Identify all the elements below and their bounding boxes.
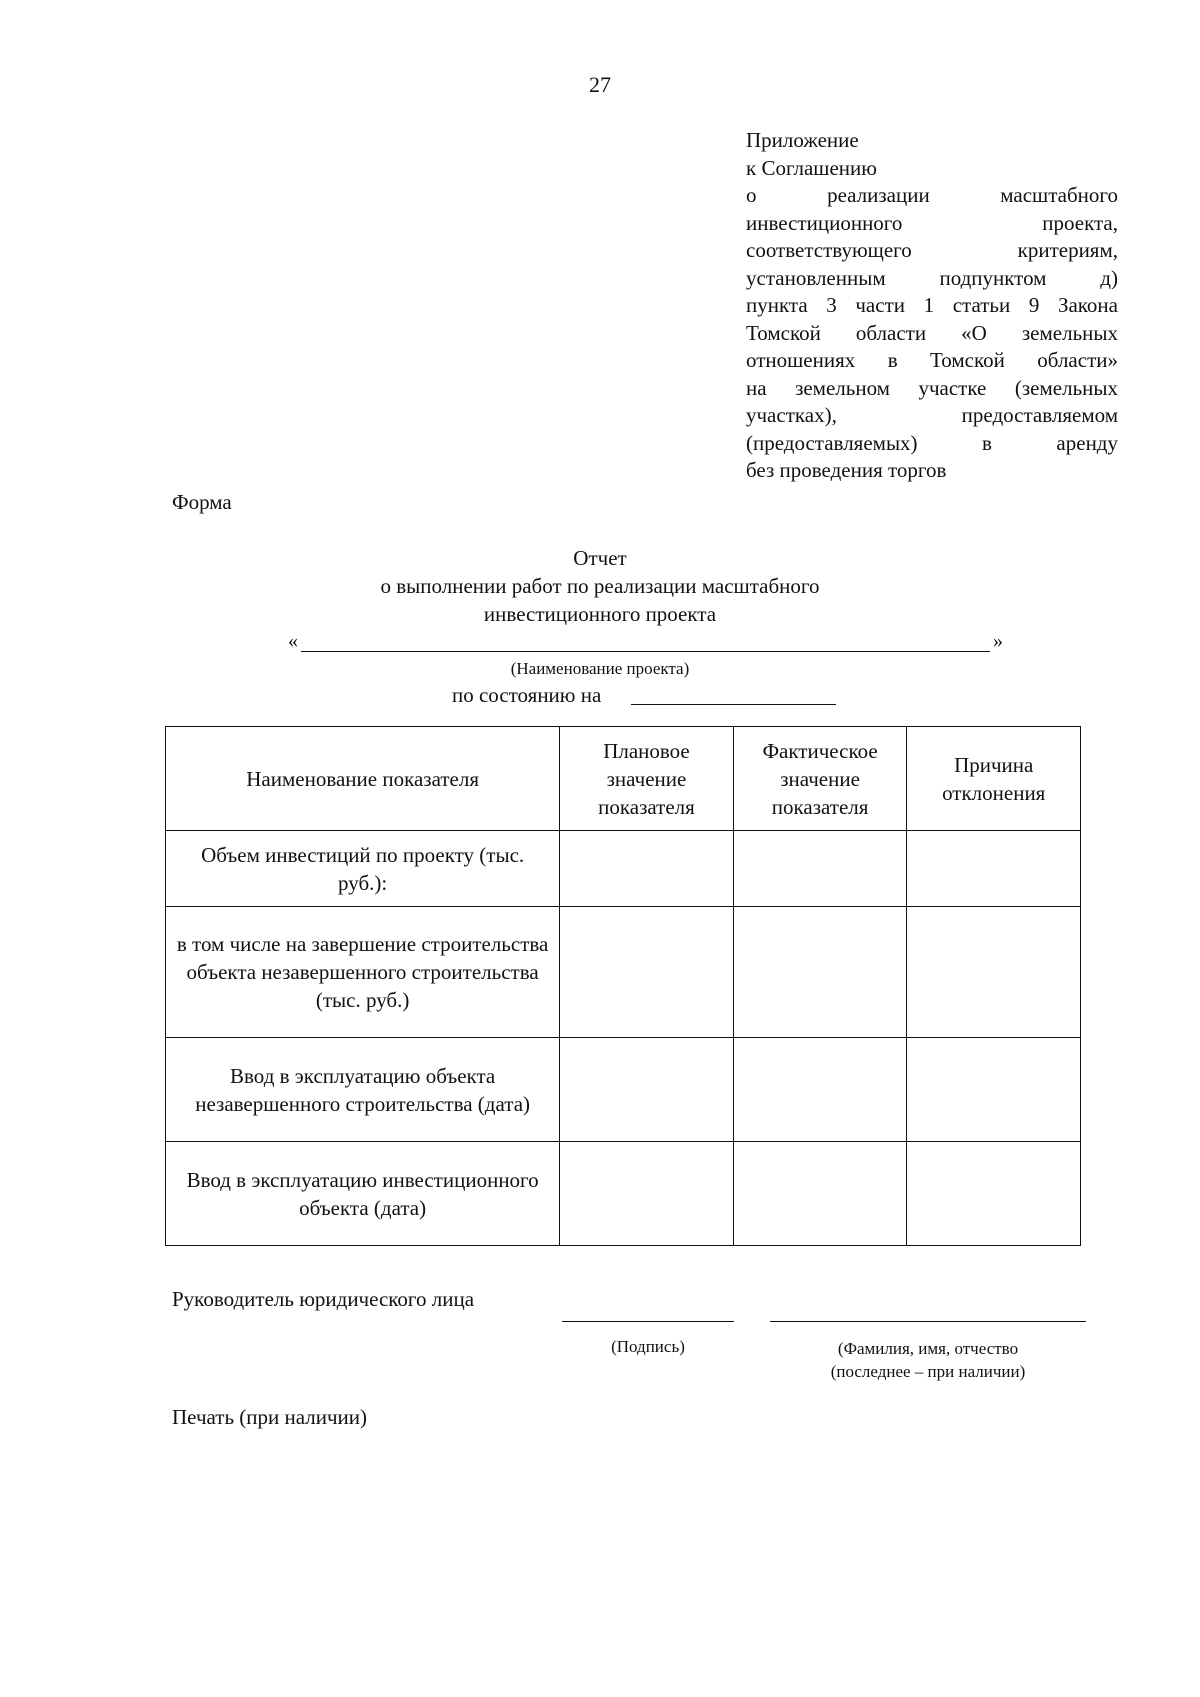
state-label: по состоянию на xyxy=(452,683,602,707)
full-name-hint-line: (Фамилия, имя, отчество xyxy=(837,1339,1019,1358)
row-indicator: Ввод в эксплуатацию инвестиционного объекта (дата) xyxy=(166,1142,560,1246)
appendix-line: установленным подпунктом д) xyxy=(746,265,1118,290)
appendix-line: отношениях в Томской области» xyxy=(746,348,1118,372)
table-row xyxy=(166,1142,1081,1246)
appendix-line: Приложение xyxy=(746,128,859,152)
title-line: инвестиционного проекта xyxy=(483,602,717,626)
project-name-rule xyxy=(301,651,990,652)
project-name-field[interactable] xyxy=(288,630,1003,658)
reason-cell[interactable] xyxy=(907,1142,1081,1246)
page-number: 27 xyxy=(589,72,611,97)
state-date-field[interactable] xyxy=(631,704,836,705)
full-name-hint xyxy=(770,1337,1086,1383)
appendix-line: без проведения торгов xyxy=(746,458,947,482)
appendix-line: участках), предоставляемом xyxy=(746,403,1118,427)
header-deviation-reason: Причина отклонения xyxy=(907,727,1081,831)
appendix-line: к Соглашению xyxy=(746,155,877,180)
planned-cell[interactable] xyxy=(560,1142,734,1246)
reason-cell[interactable] xyxy=(907,831,1081,907)
actual-cell[interactable] xyxy=(733,907,907,1038)
table-header-row xyxy=(166,727,1081,831)
signature-field[interactable] xyxy=(562,1321,734,1322)
appendix-line: соответствующего критериям, xyxy=(746,238,1118,262)
actual-cell[interactable] xyxy=(733,1038,907,1142)
actual-cell[interactable] xyxy=(733,1142,907,1246)
planned-cell[interactable] xyxy=(560,831,734,907)
full-name-field[interactable] xyxy=(770,1321,1086,1322)
title-line: Отчет xyxy=(573,546,627,570)
row-indicator: в том числе на завершение строительства объекта незавершенного строительства (тыс. руб.) xyxy=(166,907,560,1038)
row-indicator: Объем инвестиций по проекту (тыс. руб.): xyxy=(166,831,560,907)
appendix-line: о реализации масштабного xyxy=(746,183,1118,207)
full-name-hint-line: (последнее – при наличии) xyxy=(830,1362,1026,1381)
appendix-line: Томской области «О земельных xyxy=(746,320,1118,345)
appendix-line: пункта 3 части 1 статьи 9 Закона xyxy=(746,293,1118,317)
planned-cell[interactable] xyxy=(560,907,734,1038)
appendix-line: инвестиционного проекта, xyxy=(746,210,1118,235)
planned-cell[interactable] xyxy=(560,1038,734,1142)
quote-close: » xyxy=(993,630,1003,652)
header-indicator-name: Наименование показателя xyxy=(166,727,560,831)
table-row xyxy=(166,831,1081,907)
stamp-label: Печать (при наличии) xyxy=(172,1405,368,1429)
quote-open: « xyxy=(288,630,298,652)
report-table xyxy=(165,726,1081,1246)
reason-cell[interactable] xyxy=(907,907,1081,1038)
project-name-hint: (Наименование проекта) xyxy=(510,659,690,678)
table-row xyxy=(166,1038,1081,1142)
header-planned-value: Плановое значение показателя xyxy=(560,727,734,831)
appendix-header xyxy=(746,127,1118,485)
title-line: о выполнении работ по реализации масштабного xyxy=(380,574,820,598)
reason-cell[interactable] xyxy=(907,1038,1081,1142)
actual-cell[interactable] xyxy=(733,831,907,907)
appendix-line: (предоставляемых) в аренду xyxy=(746,430,1118,455)
header-actual-value: Фактическое значение показателя xyxy=(733,727,907,831)
signature-hint: (Подпись) xyxy=(611,1337,685,1356)
form-label: Форма xyxy=(172,490,232,514)
report-title xyxy=(0,544,1200,628)
row-indicator: Ввод в эксплуатацию объекта незавершенного строительства (дата) xyxy=(166,1038,560,1142)
signer-label: Руководитель юридического лица xyxy=(172,1287,475,1311)
table-row xyxy=(166,907,1081,1038)
appendix-line: на земельном участке (земельных xyxy=(746,375,1118,400)
